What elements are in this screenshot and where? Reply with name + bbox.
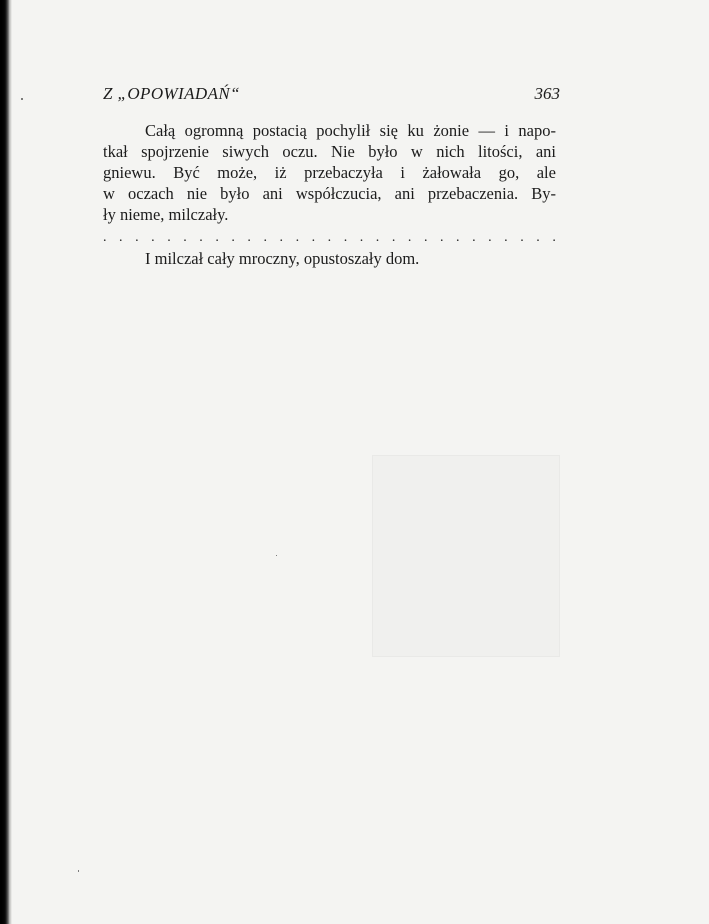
word: siwych (222, 142, 270, 161)
word: i (504, 121, 509, 140)
word: żałowała (422, 163, 482, 182)
text-line-5 (103, 204, 556, 225)
separator-dot: . (119, 230, 123, 245)
word: nich (436, 142, 465, 161)
separator-dot: . (552, 230, 556, 245)
word: go, (498, 163, 520, 182)
separator-dot: . (279, 230, 284, 245)
word: oczu. (282, 142, 318, 161)
word: litości, (477, 142, 523, 161)
word: ani (394, 184, 415, 203)
separator-dot: . (423, 230, 428, 245)
word: żonie (433, 121, 470, 140)
word: w (410, 142, 423, 161)
word: Nie (331, 142, 355, 161)
word: milczały. (168, 205, 229, 224)
paper-speck (276, 555, 277, 556)
text-line-2 (103, 141, 556, 162)
word: pochylił (316, 121, 371, 140)
separator-dot: . (488, 230, 492, 245)
word: było (220, 184, 250, 203)
word: spojrzenie (141, 142, 209, 161)
show-through-illustration (372, 455, 560, 657)
word: Całą (145, 121, 176, 140)
paper-speck (78, 870, 79, 872)
word: przebaczyła (304, 163, 383, 182)
separator-dot: . (183, 230, 187, 245)
word: napo- (518, 121, 556, 140)
word: w (103, 184, 115, 203)
body-text (103, 120, 556, 270)
separator-dot: . (375, 230, 380, 245)
text-line-1 (103, 120, 556, 141)
word: tkał (103, 142, 128, 161)
separator-dot: . (263, 230, 267, 245)
running-title: Z „OPOWIADAŃ“ (103, 84, 240, 103)
word: ogromną (184, 121, 244, 140)
word: i (400, 163, 405, 182)
word: ani (262, 184, 283, 203)
separator-dot: . (439, 230, 444, 245)
word: oczach (128, 184, 174, 203)
separator-dot: . (295, 230, 300, 245)
closing-line: I milczał cały mroczny, opustoszały dom. (145, 249, 420, 268)
separator-dot: . (215, 230, 219, 245)
word: Być (173, 163, 200, 182)
separator-dot: . (504, 230, 508, 245)
word: nie (186, 184, 208, 203)
separator-dot: . (391, 230, 396, 245)
word: przebaczenia. (427, 184, 519, 203)
page-header (103, 84, 560, 110)
separator-dot: . (199, 230, 203, 245)
word: ani (535, 142, 556, 161)
separator-dot: . (103, 230, 107, 245)
separator-dot: . (151, 230, 155, 245)
separator-dot: . (167, 230, 171, 245)
separator-dot: . (472, 230, 476, 245)
separator-dot: . (247, 230, 251, 245)
word: współczucia, (295, 184, 382, 203)
separator-dot: . (520, 230, 524, 245)
separator-dot: . (343, 230, 348, 245)
word: nieme, (119, 205, 165, 224)
word: ale (536, 163, 556, 182)
separator-dot: . (456, 230, 460, 245)
text-line-3 (103, 162, 556, 183)
dotted-separator (103, 227, 556, 248)
word: może, (217, 163, 258, 182)
word: się (379, 121, 399, 140)
word: postacią (252, 121, 307, 140)
text-line-4 (103, 183, 556, 204)
word: iż (274, 163, 287, 182)
word: gniewu. (103, 163, 156, 182)
separator-dot: . (135, 230, 139, 245)
separator-dot: . (407, 230, 412, 245)
page-binding-shadow (0, 0, 14, 924)
page-number: 363 (534, 84, 560, 103)
word: było (368, 142, 398, 161)
word: ku (407, 121, 424, 140)
separator-dot: . (536, 230, 540, 245)
paper-speck (21, 98, 23, 100)
word: ły (103, 205, 116, 224)
separator-dot: . (231, 230, 235, 245)
separator-dot: . (359, 230, 364, 245)
separator-dot: . (327, 230, 332, 245)
word: By- (531, 184, 556, 203)
separator-dot: . (311, 230, 316, 245)
word: — (478, 121, 495, 140)
